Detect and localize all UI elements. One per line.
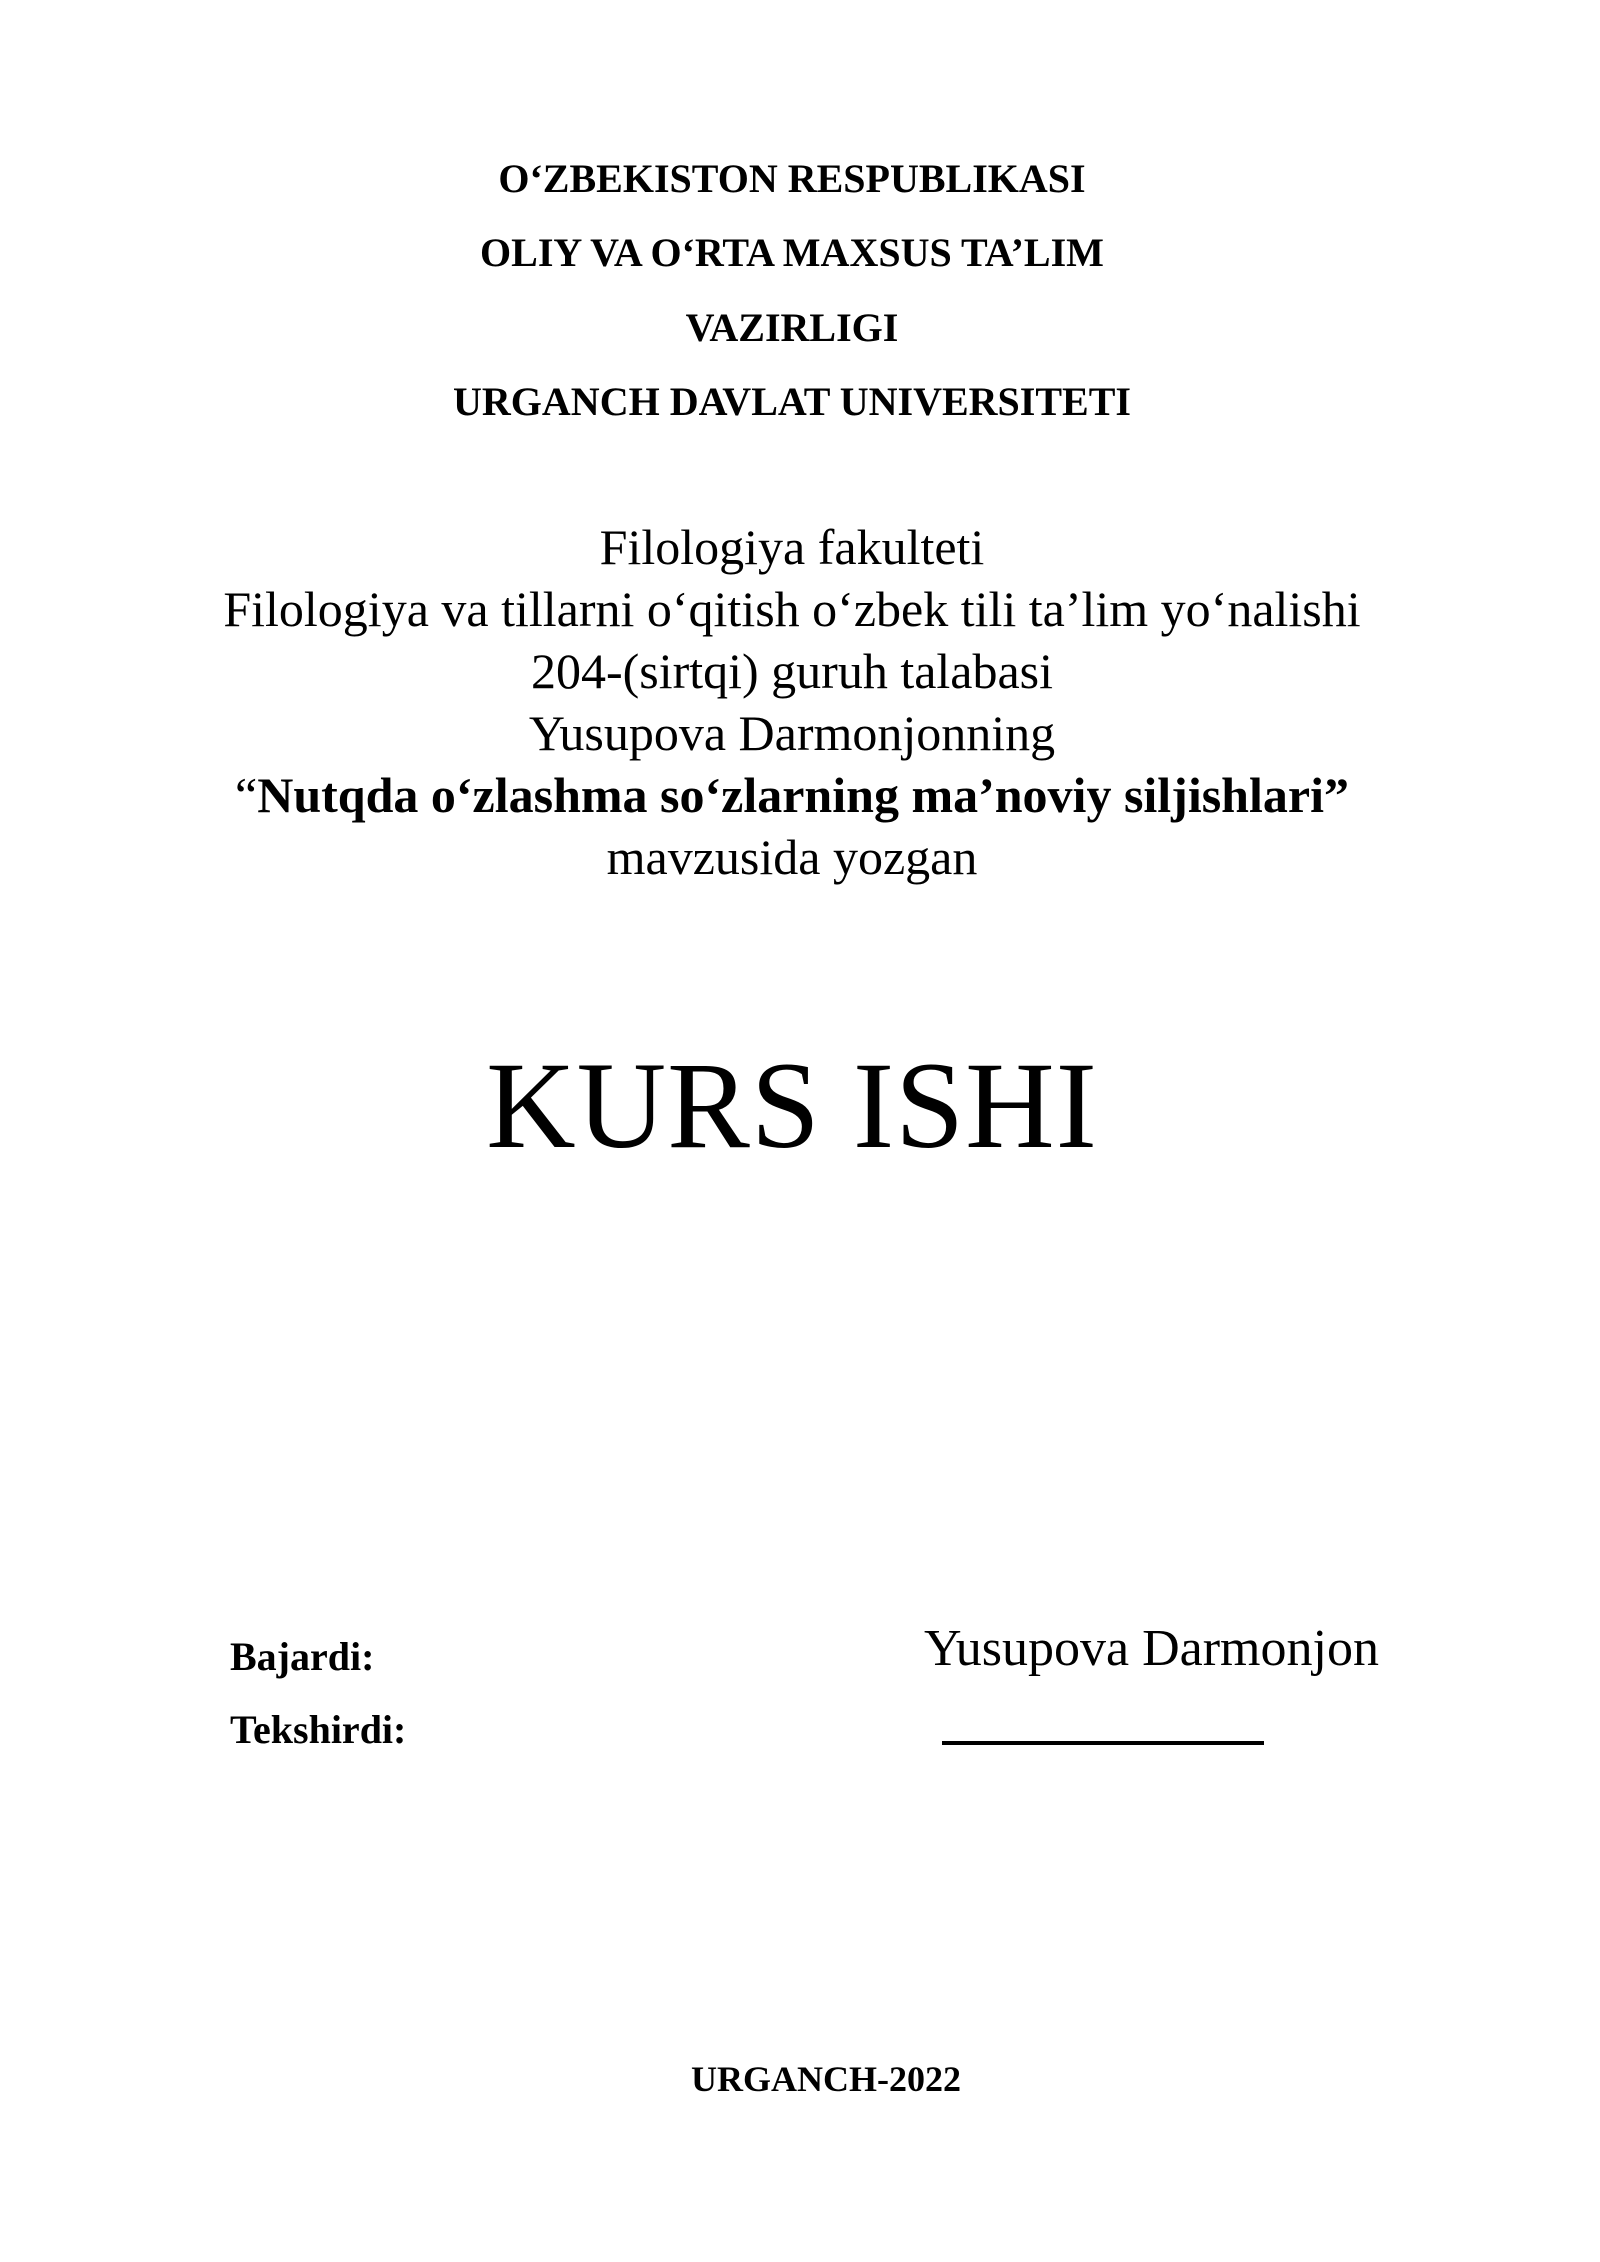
topic-suffix-line: mavzusida yozgan [606,829,978,885]
topic-open-quote: “ [235,767,258,823]
header-ministry: OLIY VA O‘RTA MAXSUS TA’LIM [480,230,1104,275]
student-line: Yusupova Darmonjonning [528,705,1056,761]
header-ministry-cont: VAZIRLIGI [685,305,899,350]
document-title: KURS ISHI [486,1037,1098,1174]
performed-value: Yusupova Darmonjon [924,1620,1379,1677]
performed-label: Bajardi: [230,1634,375,1679]
header-republic: O‘ZBEKISTON RESPUBLIKASI [498,156,1086,201]
signature-line [942,1741,1264,1745]
faculty-line: Filologiya fakulteti [599,519,985,575]
direction-line: Filologiya va tillarni o‘qitish o‘zbek tili ta’lim yo‘nalishi [223,581,1361,637]
topic-text: Nutqda o‘zlashma so‘zlarning ma’noviy siljishlari” [257,767,1349,823]
header-university: URGANCH DAVLAT UNIVERSITETI [453,379,1131,424]
footer-city-year: URGANCH-2022 [691,2059,961,2099]
group-line: 204-(sirtqi) guruh talabasi [530,643,1054,699]
checked-label: Tekshirdi: [230,1707,407,1752]
topic-line [0,764,1592,826]
